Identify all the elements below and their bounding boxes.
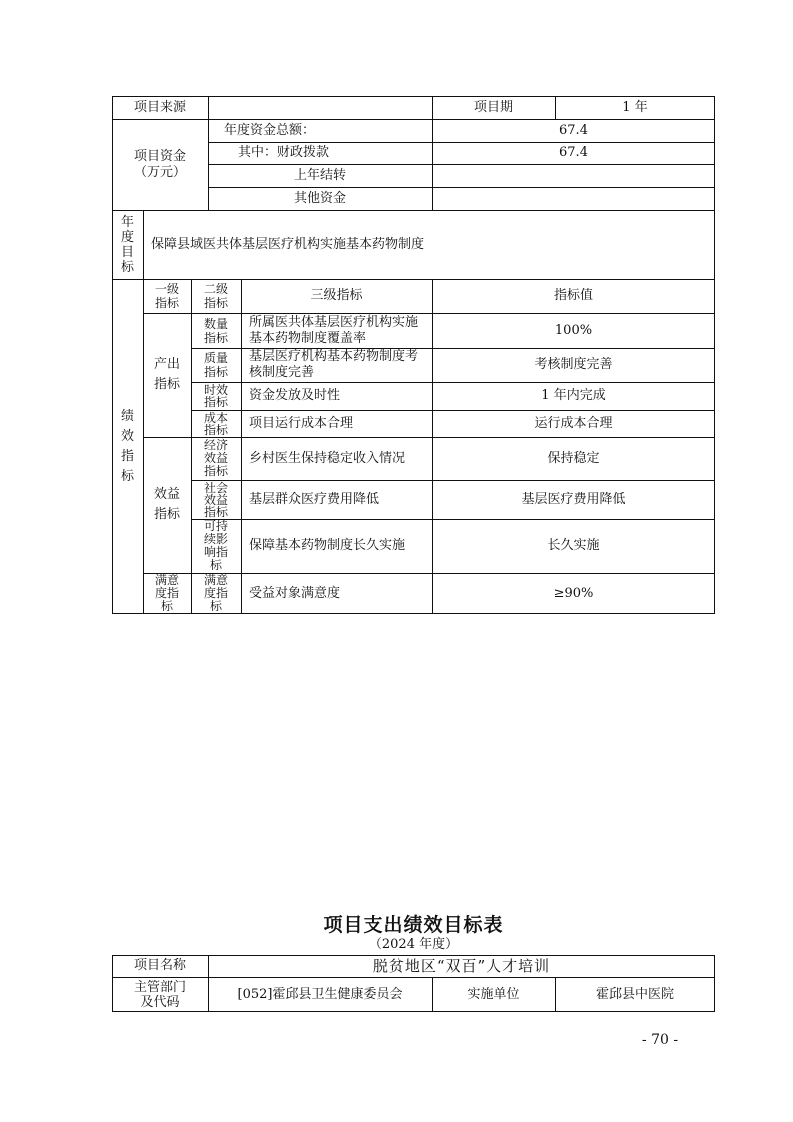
other-funds-label: 其他资金 xyxy=(293,190,346,206)
table-row-value: 基层医疗费用降低 xyxy=(521,491,626,507)
carryover-label: 上年结转 xyxy=(293,167,346,183)
table-row-l2: 可持续影响指标 xyxy=(203,519,228,572)
dept-label xyxy=(112,977,208,1012)
table-row-l3: 乡村医生保持稳定收入情况 xyxy=(249,450,406,466)
table-row-value: 长久实施 xyxy=(547,538,600,553)
carryover-value xyxy=(432,164,715,187)
header-level1: 一级指标 xyxy=(154,282,179,310)
project-period-label: 项目期 xyxy=(473,99,513,115)
dept-label-line2: 及代码 xyxy=(140,994,180,1010)
project-source-value xyxy=(208,96,432,119)
table-row-l2: 质量指标 xyxy=(203,351,228,379)
table-row-l2: 数量指标 xyxy=(203,316,228,345)
table-row-value: 1 年内完成 xyxy=(541,388,606,403)
section-year: （2024 年度） xyxy=(368,937,459,952)
funds-label-line1: 项目资金 xyxy=(133,148,186,164)
table-row-l2: 社会效益指标 xyxy=(203,480,228,519)
table-row-l3: 基层医疗机构基本药物制度考核制度完善 xyxy=(249,349,419,380)
annual-total-label: 年度资金总额： xyxy=(224,122,316,138)
table-row-l3: 项目运行成本合理 xyxy=(249,415,354,431)
dept-label-line1: 主管部门 xyxy=(133,979,186,995)
table-row-l3: 保障基本药物制度长久实施 xyxy=(249,538,406,553)
project-source-label: 项目来源 xyxy=(133,99,186,115)
project-name-value: 脱贫地区“双百”人才培训 xyxy=(372,957,551,975)
table-row-l3: 基层群众医疗费用降低 xyxy=(249,491,380,507)
annual-goal-value: 保障县域医共体基层医疗机构实施基本药物制度 xyxy=(151,236,425,252)
header-level2: 二级指标 xyxy=(203,282,228,310)
section-title: 项目支出绩效目标表 xyxy=(323,914,504,936)
benefit-indicators-label: 效益指标 xyxy=(153,487,180,522)
table-row-value: ≥90% xyxy=(553,585,594,601)
funds-label-line2: （万元） xyxy=(133,164,186,180)
table-row-value: 考核制度完善 xyxy=(534,357,613,372)
table-row-l2: 成本指标 xyxy=(203,410,228,437)
page-number: - 70 - xyxy=(641,1032,679,1048)
fiscal-label: 其中：财政拨款 xyxy=(238,145,330,160)
impl-unit-label: 实施单位 xyxy=(467,986,520,1002)
project-period-value: 1 年 xyxy=(622,99,648,115)
table-row-value: 运行成本合理 xyxy=(534,415,613,431)
funds-label xyxy=(112,119,208,210)
performance-indicators-label: 绩效指标 xyxy=(120,408,134,484)
annual-total-value: 67.4 xyxy=(559,122,588,138)
table-row-value: 保持稳定 xyxy=(547,450,600,466)
table-row-l2: 满意度指标 xyxy=(203,573,228,613)
table-row-l3: 所属医共体基层医疗机构实施基本药物制度覆盖率 xyxy=(249,314,419,346)
satisfaction-indicators-label: 满意度指标 xyxy=(154,573,179,613)
output-indicators-label: 产出指标 xyxy=(153,357,180,392)
impl-unit-value: 霍邱县中医院 xyxy=(595,986,674,1002)
other-funds-value xyxy=(432,187,715,210)
table-row-l2: 时效指标 xyxy=(203,383,228,409)
table-row-l2: 经济效益指标 xyxy=(203,438,228,478)
table-row-l3: 受益对象满意度 xyxy=(249,585,341,601)
table-row-l3: 资金发放及时性 xyxy=(249,388,341,403)
annual-goal-label: 年度目标 xyxy=(120,214,134,275)
project-name-label: 项目名称 xyxy=(133,958,186,973)
header-value: 指标值 xyxy=(553,288,593,303)
table-row-value: 100% xyxy=(554,322,593,338)
dept-value: [052]霍邱县卫生健康委员会 xyxy=(237,986,403,1002)
fiscal-value: 67.4 xyxy=(559,145,588,160)
header-level3: 三级指标 xyxy=(310,288,363,303)
